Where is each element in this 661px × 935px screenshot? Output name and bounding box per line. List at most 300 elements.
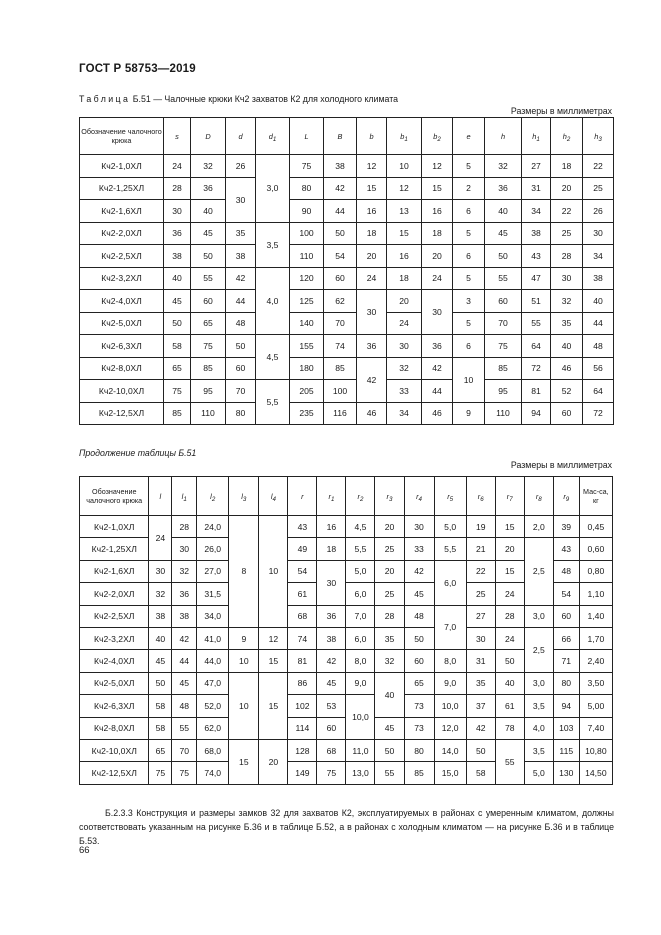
r8-cell: 5,0 [524,762,553,784]
D-cell: 95 [191,380,226,403]
r8-cell: 2,5 [524,538,553,605]
r1-cell: 42 [317,650,346,672]
l1-cell: 38 [172,605,197,627]
col-d1-label: d [268,131,273,141]
name-cell: Кч2-1,6ХЛ [80,200,164,223]
col-r2-header [346,477,375,516]
table-row [80,335,614,358]
name-cell: Кч2-2,0ХЛ [80,583,149,605]
r2-cell: 4,5 [346,516,375,538]
B-cell: 38 [324,155,357,178]
col-h3-header [583,118,614,155]
h2-cell: 30 [551,267,583,290]
d-cell: 80 [226,402,256,425]
r6-cell: 25 [466,583,495,605]
l2-cell: 27,0 [197,560,229,582]
col-r9-label: r [563,491,566,501]
D-cell: 85 [191,357,226,380]
l-cell: 58 [149,695,172,717]
col-r-header [288,477,317,516]
col-d1-sub: 1 [272,135,277,143]
col-r7-label: r [506,491,510,501]
col-d-header [226,118,256,155]
col-D-header [191,118,226,155]
r5-cell: 5,5 [434,538,466,560]
l3-cell: 10 [229,650,259,672]
d-cell: 70 [226,380,256,403]
r7-cell: 40 [495,672,524,694]
b-cell: 18 [357,222,387,245]
name-cell: Кч2-3,2ХЛ [80,267,164,290]
s-cell: 65 [164,357,191,380]
b-cell: 36 [357,335,387,358]
table-row [80,516,613,538]
b2-cell: 15 [422,177,453,200]
h-cell: 50 [485,245,522,268]
r3-cell: 32 [375,650,404,672]
r3-cell: 35 [375,627,404,649]
l1-cell: 42 [172,627,197,649]
s-cell: 58 [164,335,191,358]
r1-cell: 60 [317,717,346,739]
col-r6-header [466,477,495,516]
table-row [80,627,613,649]
r7-cell: 24 [495,583,524,605]
col-h1-label: h [532,131,537,141]
l1-cell: 36 [172,583,197,605]
l-cell: 75 [149,762,172,784]
h1-cell: 47 [522,267,551,290]
col-h3-sub: 3 [598,135,602,143]
table-row [80,177,614,200]
l-cell: 24 [149,516,172,561]
col-l3-sub: 3 [242,495,247,503]
r5-cell: 10,0 [434,695,466,717]
b1-cell: 33 [387,380,422,403]
b1-cell: 30 [387,335,422,358]
col-h-header [485,118,522,155]
r5-cell: 7,0 [434,605,466,650]
name-cell: Кч2-12,5ХЛ [80,762,149,784]
name-cell: Кч2-4,0ХЛ [80,290,164,313]
mass-cell: 5,00 [579,695,612,717]
r9-cell: 43 [553,538,579,560]
mass-cell: 7,40 [579,717,612,739]
r5-cell: 14,0 [434,739,466,761]
l2-cell: 74,0 [197,762,229,784]
r1-cell: 36 [317,605,346,627]
r2-cell: 9,0 [346,672,375,694]
h2-cell: 35 [551,312,583,335]
name-cell: Кч2-10,0ХЛ [80,380,164,403]
L-cell: 100 [290,222,324,245]
B-cell: 62 [324,290,357,313]
r7-cell: 15 [495,516,524,538]
col-s-label: s [175,131,179,141]
s-cell: 28 [164,177,191,200]
col-r8-label: r [535,491,539,501]
name-cell: Кч2-3,2ХЛ [80,627,149,649]
l1-cell: 55 [172,717,197,739]
e-cell: 5 [453,267,485,290]
table-row [80,739,613,761]
r4-cell: 80 [404,739,434,761]
b1-cell: 15 [387,222,422,245]
r6-cell: 42 [466,717,495,739]
col-s-header [164,118,191,155]
col-b1-label: b [400,131,405,141]
r9-cell: 94 [553,695,579,717]
s-cell: 24 [164,155,191,178]
table-row [80,402,614,425]
col-b1-sub: 1 [404,135,408,143]
table-row [80,155,614,178]
r1-cell: 18 [317,538,346,560]
r-cell: 74 [288,627,317,649]
L-cell: 90 [290,200,324,223]
r7-cell: 61 [495,695,524,717]
name-cell: Кч2-2,5ХЛ [80,245,164,268]
col-d1-header [256,118,290,155]
s-cell: 50 [164,312,191,335]
col-l2-header [197,477,229,516]
h-cell: 45 [485,222,522,245]
r3-cell: 20 [375,560,404,582]
table-row [80,267,614,290]
r6-cell: 27 [466,605,495,627]
B-cell: 60 [324,267,357,290]
d-cell: 38 [226,245,256,268]
s-cell: 85 [164,402,191,425]
b1-cell: 12 [387,177,422,200]
col-B-label: B [337,131,343,141]
b2-cell: 42 [422,357,453,380]
b-cell: 15 [357,177,387,200]
name-cell: Кч2-2,5ХЛ [80,605,149,627]
table2-header-row [80,477,613,516]
table1-caption [79,94,398,104]
l2-cell: 47,0 [197,672,229,694]
col-d-label: d [238,131,243,141]
col-r5-header [434,477,466,516]
name-cell: Кч2-6,3ХЛ [80,335,164,358]
e-cell: 6 [453,335,485,358]
B-cell: 42 [324,177,357,200]
table1-caption-text: Б.51 — Чалочные крюки Кч2 захватов К2 для холодного климата [132,94,399,104]
r4-cell: 73 [404,695,434,717]
b1-cell: 13 [387,200,422,223]
h3-cell: 56 [583,357,614,380]
r5-cell: 12,0 [434,717,466,739]
col-r-label: r [301,491,304,501]
l1-cell: 45 [172,672,197,694]
col-l-label: l [159,491,162,501]
e-cell: 2 [453,177,485,200]
col-r9-header [553,477,579,516]
d1-cell: 4,0 [256,267,290,335]
h-cell: 75 [485,335,522,358]
col-b2-sub: 2 [437,135,441,143]
r9-cell: 115 [553,739,579,761]
r4-cell: 30 [404,516,434,538]
page-number: 66 [79,845,90,856]
e-cell: 6 [453,245,485,268]
r8-cell: 2,0 [524,516,553,538]
name-cell: Кч2-5,0ХЛ [80,672,149,694]
B-cell: 44 [324,200,357,223]
h3-cell: 48 [583,335,614,358]
mass-cell: 1,70 [579,627,612,649]
table-row [80,380,614,403]
r9-cell: 60 [553,605,579,627]
s-cell: 40 [164,267,191,290]
D-cell: 50 [191,245,226,268]
l-cell: 50 [149,672,172,694]
b-cell: 20 [357,245,387,268]
h-cell: 95 [485,380,522,403]
r4-cell: 50 [404,627,434,649]
r6-cell: 19 [466,516,495,538]
r7-cell: 28 [495,605,524,627]
col-r4-header [404,477,434,516]
B-cell: 74 [324,335,357,358]
col-r8-sub: 8 [538,495,542,503]
h1-cell: 81 [522,380,551,403]
s-cell: 36 [164,222,191,245]
r8-cell: 3,5 [524,739,553,761]
col-l2-label: l [210,491,212,501]
mass-cell: 1,40 [579,605,612,627]
name-cell: Кч2-10,0ХЛ [80,739,149,761]
h3-cell: 64 [583,380,614,403]
L-cell: 110 [290,245,324,268]
col-h2-header [551,118,583,155]
l-cell: 65 [149,739,172,761]
col-l1-header [172,477,197,516]
r4-cell: 85 [404,762,434,784]
b-cell: 46 [357,402,387,425]
s-cell: 30 [164,200,191,223]
col-b1-header [387,118,422,155]
table-row [80,695,613,717]
table-row [80,245,614,268]
col-L-label: L [304,131,309,141]
b2-cell: 16 [422,200,453,223]
B-cell: 100 [324,380,357,403]
D-cell: 65 [191,312,226,335]
col-r9-sub: 9 [565,495,570,503]
col-r6-sub: 6 [480,495,484,503]
d-cell: 50 [226,335,256,358]
r5-cell: 15,0 [434,762,466,784]
col-r1-sub: 1 [330,495,335,503]
d1-cell: 3,5 [256,222,290,267]
s-cell: 45 [164,290,191,313]
e-cell: 5 [453,222,485,245]
r3-cell: 45 [375,717,404,739]
b2-cell: 30 [422,290,453,335]
h1-cell: 43 [522,245,551,268]
r9-cell: 39 [553,516,579,538]
b1-cell: 34 [387,402,422,425]
b2-cell: 44 [422,380,453,403]
d1-cell: 5,5 [256,380,290,425]
h1-cell: 72 [522,357,551,380]
r6-cell: 22 [466,560,495,582]
r7-cell: 55 [495,739,524,784]
l4-cell: 15 [259,672,288,739]
mass-cell: 0,80 [579,560,612,582]
r9-cell: 54 [553,583,579,605]
mass-cell: 0,60 [579,538,612,560]
col-D-label: D [205,131,211,141]
h3-cell: 38 [583,267,614,290]
b-cell: 30 [357,290,387,335]
col-l1-sub: 1 [183,495,187,503]
h1-cell: 34 [522,200,551,223]
r9-cell: 71 [553,650,579,672]
r-cell: 61 [288,583,317,605]
r2-cell: 5,0 [346,560,375,582]
h2-cell: 25 [551,222,583,245]
r3-cell: 50 [375,739,404,761]
r-cell: 68 [288,605,317,627]
s-cell: 38 [164,245,191,268]
col-r1-header [317,477,346,516]
r4-cell: 73 [404,717,434,739]
r2-cell: 5,5 [346,538,375,560]
col-h1-sub: 1 [536,135,540,143]
col-r8-header [524,477,553,516]
r6-cell: 35 [466,672,495,694]
r3-cell: 20 [375,516,404,538]
r-cell: 102 [288,695,317,717]
table-row [80,312,614,335]
h2-cell: 52 [551,380,583,403]
r1-cell: 38 [317,627,346,649]
l2-cell: 41,0 [197,627,229,649]
mass-cell: 1,10 [579,583,612,605]
col-B-header [324,118,357,155]
e-cell: 9 [453,402,485,425]
l1-cell: 28 [172,516,197,538]
name-cell: Кч2-1,25ХЛ [80,538,149,560]
b-cell: 12 [357,155,387,178]
r-cell: 86 [288,672,317,694]
r4-cell: 42 [404,560,434,582]
l-cell: 40 [149,627,172,649]
l-cell: 38 [149,605,172,627]
r3-cell: 25 [375,583,404,605]
b2-cell: 20 [422,245,453,268]
r6-cell: 50 [466,739,495,761]
r2-cell: 6,0 [346,583,375,605]
r5-cell: 6,0 [434,560,466,605]
name-cell: Кч2-1,25ХЛ [80,177,164,200]
r-cell: 43 [288,516,317,538]
d1-cell: 4,5 [256,335,290,380]
B-cell: 116 [324,402,357,425]
r6-cell: 58 [466,762,495,784]
table-row [80,200,614,223]
table2-units: Размеры в миллиметрах [510,460,612,470]
r3-cell: 25 [375,538,404,560]
r2-cell: 8,0 [346,650,375,672]
b1-cell: 10 [387,155,422,178]
name-cell: Кч2-4,0ХЛ [80,650,149,672]
col-h1-header [522,118,551,155]
l1-cell: 30 [172,538,197,560]
body-paragraph: Б.2.3.3 Конструкция и размеры замков 32 для захватов К2, эксплуатируемых в районах с умеренным климатом, должны соответствовать указанным на рисунке Б.36 и в таблице Б.52, а в районах с холодным климатом — на рисунке Б.36 и в таблице Б.53. [79,808,614,846]
e-cell: 5 [453,155,485,178]
r4-cell: 60 [404,650,434,672]
l2-cell: 68,0 [197,739,229,761]
r8-cell: 3,0 [524,605,553,627]
document-standard-header: ГОСТ Р 58753—2019 [79,63,196,75]
r6-cell: 21 [466,538,495,560]
h2-cell: 20 [551,177,583,200]
table1-units: Размеры в миллиметрах [510,106,612,116]
d-cell: 48 [226,312,256,335]
col-r4-sub: 4 [418,495,422,503]
b2-cell: 24 [422,267,453,290]
s-cell: 75 [164,380,191,403]
b-cell: 24 [357,267,387,290]
l-cell: 32 [149,583,172,605]
col-mass-header: Мас-са, кг [579,477,612,516]
h1-cell: 27 [522,155,551,178]
r6-cell: 37 [466,695,495,717]
r8-cell: 4,0 [524,717,553,739]
L-cell: 140 [290,312,324,335]
h2-cell: 32 [551,290,583,313]
h-cell: 55 [485,267,522,290]
h-cell: 85 [485,357,522,380]
col-r2-label: r [357,491,360,501]
h-cell: 40 [485,200,522,223]
col-e-header [453,118,485,155]
r-cell: 54 [288,560,317,582]
r1-cell: 53 [317,695,346,717]
table1-header-row [80,118,614,155]
table-row [80,605,613,627]
B-cell: 85 [324,357,357,380]
l1-cell: 75 [172,762,197,784]
name-cell: Кч2-5,0ХЛ [80,312,164,335]
d-cell: 60 [226,357,256,380]
h3-cell: 25 [583,177,614,200]
e-cell: 10 [453,357,485,402]
r5-cell: 8,0 [434,650,466,672]
h1-cell: 38 [522,222,551,245]
r2-cell: 10,0 [346,695,375,740]
name-cell: Кч2-1,0ХЛ [80,516,149,538]
l4-cell: 20 [259,739,288,784]
D-cell: 36 [191,177,226,200]
D-cell: 40 [191,200,226,223]
h3-cell: 40 [583,290,614,313]
col-h3-label: h [594,131,599,141]
l1-cell: 44 [172,650,197,672]
L-cell: 180 [290,357,324,380]
table1-name-header: Обозначение чалочного крюка [80,118,164,155]
name-cell: Кч2-12,5ХЛ [80,402,164,425]
col-r7-header [495,477,524,516]
r9-cell: 48 [553,560,579,582]
L-cell: 80 [290,177,324,200]
l-cell: 58 [149,717,172,739]
mass-cell: 14,50 [579,762,612,784]
